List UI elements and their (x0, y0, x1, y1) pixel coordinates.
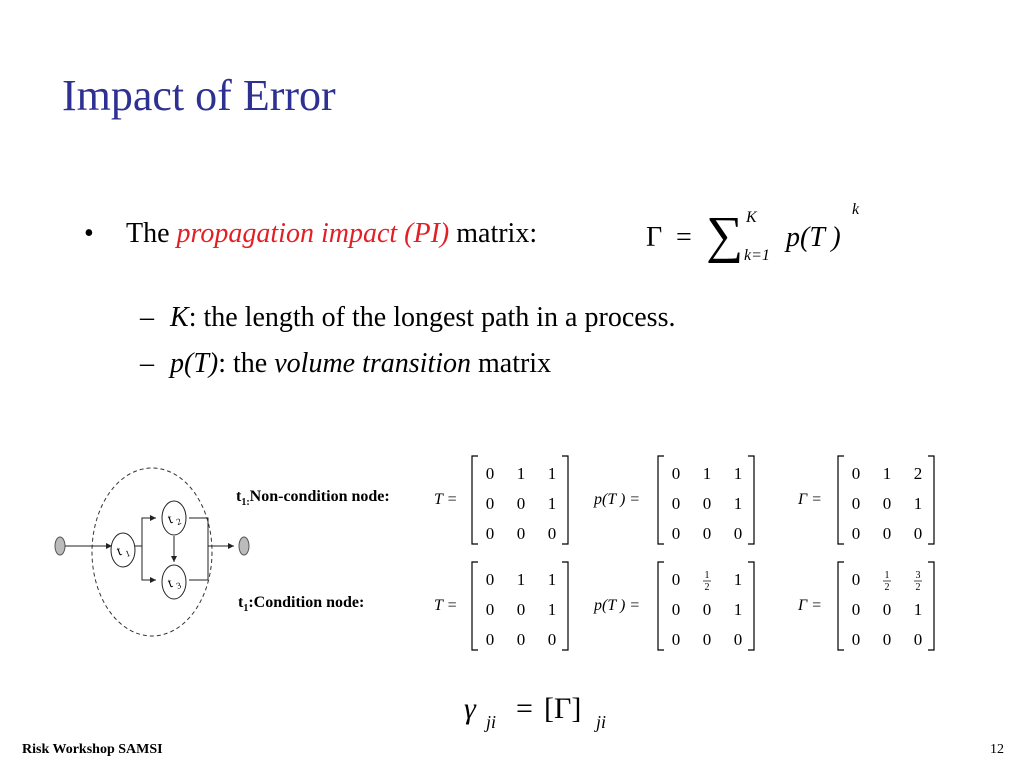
sum-lower: k=1 (744, 247, 770, 264)
matrix-cell (548, 524, 557, 543)
svg-text:0: 0 (485, 494, 495, 513)
matrix-cell (734, 570, 743, 589)
matrix-cell (734, 630, 743, 649)
matrix-cell (486, 494, 495, 513)
matrix-cell (883, 600, 892, 619)
gamma-eq: = (516, 692, 533, 725)
svg-text:1: 1 (704, 570, 710, 581)
formula-eq: = (676, 222, 692, 253)
svg-text:0: 0 (547, 630, 557, 649)
svg-text:1: 1 (547, 570, 557, 589)
sub-rest-a: : the (218, 348, 275, 379)
matrix-cell (486, 630, 495, 649)
svg-text:0: 0 (882, 630, 892, 649)
matrix-cell (914, 524, 923, 543)
svg-text:0: 0 (671, 464, 681, 483)
svg-text:0: 0 (851, 570, 861, 589)
bullet-suffix: matrix: (449, 218, 538, 249)
matrix-cell (517, 524, 526, 543)
svg-text:3: 3 (174, 580, 183, 592)
input-terminal (55, 537, 65, 555)
matrix-cell (883, 570, 891, 593)
matrix-cell (852, 570, 861, 589)
matrix-cell (852, 600, 861, 619)
svg-text:0: 0 (702, 524, 712, 543)
matrix-lhs: T = (434, 597, 458, 614)
svg-text:1: 1 (547, 494, 557, 513)
right-bracket (562, 562, 568, 650)
formula-power: k (852, 201, 860, 218)
sum-symbol: ∑ (706, 207, 744, 264)
matrix-cell (548, 570, 557, 589)
svg-text:0: 0 (671, 600, 681, 619)
matrix-cell (852, 524, 861, 543)
svg-text:1: 1 (884, 570, 890, 581)
condition-label: $t_1:Condition$ node: (238, 594, 365, 615)
svg-text:3: 3 (915, 570, 921, 581)
matrix-cell (672, 630, 681, 649)
matrix-condition-2 (796, 558, 944, 654)
matrix-cell (734, 464, 743, 483)
svg-text:t: t (165, 576, 175, 592)
svg-text:t: t (114, 544, 124, 560)
gamma-rhs: [Γ] (544, 692, 582, 725)
slide-number: 12 (990, 742, 1004, 757)
node-t3 (162, 565, 186, 599)
svg-text:0: 0 (485, 524, 495, 543)
svg-text:0: 0 (671, 570, 681, 589)
svg-text:0: 0 (671, 630, 681, 649)
svg-text:1: 1 (516, 570, 526, 589)
matrix-cell (703, 630, 712, 649)
matrix-cell (548, 630, 557, 649)
matrix-cell (672, 464, 681, 483)
matrix-cell (703, 600, 712, 619)
left-bracket (472, 456, 478, 544)
svg-text:0: 0 (516, 494, 526, 513)
matrix-cell (883, 630, 892, 649)
svg-text:1: 1 (547, 464, 557, 483)
gamma-symbol: γ (464, 692, 476, 725)
svg-text:0: 0 (671, 494, 681, 513)
svg-text:1: 1 (733, 464, 743, 483)
matrix-cell (672, 570, 681, 589)
process-boundary (92, 468, 212, 636)
footer-workshop: Risk Workshop SAMSI (22, 742, 163, 757)
matrix-cell (486, 570, 495, 589)
svg-text:1: 1 (733, 570, 743, 589)
svg-text:2: 2 (915, 582, 921, 593)
matrix-cell (703, 524, 712, 543)
matrix-condition-1 (592, 558, 764, 654)
svg-text:t: t (165, 512, 175, 528)
svg-text:1: 1 (913, 494, 923, 513)
svg-text:0: 0 (882, 494, 892, 513)
matrix-cell (672, 600, 681, 619)
bullet-marker: • (84, 218, 94, 249)
matrix-lhs: Γ = (798, 491, 822, 508)
left-bracket (838, 562, 844, 650)
formula-lhs: Γ (646, 222, 663, 253)
svg-text:2: 2 (884, 582, 890, 593)
matrix-condition-0 (432, 558, 578, 654)
svg-text:1: 1 (702, 464, 712, 483)
matrix-lhs: Γ = (798, 597, 822, 614)
svg-text:0: 0 (913, 524, 923, 543)
matrix-noncondition-2 (796, 452, 944, 548)
svg-text:1: 1 (733, 494, 743, 513)
matrix-cell (548, 494, 557, 513)
matrix-cell (852, 630, 861, 649)
svg-text:0: 0 (851, 494, 861, 513)
node-t1 (111, 533, 135, 567)
gamma-sub: ji (486, 712, 497, 732)
right-bracket (748, 456, 754, 544)
svg-text:0: 0 (702, 494, 712, 513)
svg-text:1: 1 (516, 464, 526, 483)
svg-text:0: 0 (516, 524, 526, 543)
right-bracket (928, 456, 934, 544)
matrix-cell (486, 524, 495, 543)
sub-term: p(T) (170, 348, 219, 379)
svg-text:0: 0 (516, 630, 526, 649)
matrix-cell (548, 464, 557, 483)
matrix-cell (703, 494, 712, 513)
svg-text:1: 1 (882, 464, 892, 483)
svg-text:0: 0 (851, 600, 861, 619)
svg-text:0: 0 (851, 524, 861, 543)
svg-text:0: 0 (485, 464, 495, 483)
non-condition-label: $t_{1:}Non$-condition node: (236, 488, 390, 509)
matrix-cell (734, 494, 743, 513)
matrix-cell (672, 524, 681, 543)
bullet-prefix: The (126, 218, 177, 249)
matrix-cell (703, 570, 711, 593)
svg-text:2: 2 (913, 464, 923, 483)
svg-text:0: 0 (671, 524, 681, 543)
sub-rest-b: matrix (471, 348, 552, 379)
output-terminal (239, 537, 249, 555)
svg-text:0: 0 (547, 524, 557, 543)
matrix-cell (734, 524, 743, 543)
svg-text:0: 0 (733, 630, 743, 649)
svg-text:0: 0 (882, 524, 892, 543)
matrix-lhs: T = (434, 491, 458, 508)
matrix-noncondition-1 (592, 452, 764, 548)
svg-text:0: 0 (851, 464, 861, 483)
matrix-cell (883, 524, 892, 543)
matrix-cell (734, 600, 743, 619)
process-diagram (48, 462, 253, 640)
gamma-ji-formula (462, 686, 622, 736)
svg-text:0: 0 (913, 630, 923, 649)
right-bracket (748, 562, 754, 650)
matrix-cell (517, 570, 526, 589)
sub-rest-em: volume transition (274, 348, 471, 379)
matrix-lhs: p(T ) = (594, 597, 641, 614)
gamma-rhs-sub: ji (596, 712, 607, 732)
bullet-text (126, 218, 537, 250)
svg-text:0: 0 (851, 630, 861, 649)
left-bracket (838, 456, 844, 544)
matrix-lhs: p(T ) = (594, 491, 641, 508)
svg-text:0: 0 (485, 600, 495, 619)
svg-text:0: 0 (485, 570, 495, 589)
sub-marker: – (140, 348, 154, 379)
svg-text:1: 1 (547, 600, 557, 619)
matrix-cell (883, 464, 892, 483)
matrix-cell (548, 600, 557, 619)
svg-text:2: 2 (704, 582, 710, 593)
svg-text:1: 1 (733, 600, 743, 619)
matrix-cell (703, 464, 712, 483)
right-bracket (928, 562, 934, 650)
matrix-cell (672, 494, 681, 513)
svg-text:1: 1 (913, 600, 923, 619)
matrix-cell (517, 630, 526, 649)
pi-formula (646, 200, 876, 270)
slide-title: Impact of Error (62, 71, 336, 120)
matrix-cell (914, 630, 923, 649)
matrix-cell (517, 464, 526, 483)
matrix-cell (914, 494, 923, 513)
svg-text:0: 0 (733, 524, 743, 543)
right-bracket (562, 456, 568, 544)
node-t2 (162, 501, 186, 535)
left-bracket (658, 456, 664, 544)
matrix-cell (517, 600, 526, 619)
sub-marker: – (140, 302, 154, 333)
left-bracket (658, 562, 664, 650)
sub-term: K (170, 302, 189, 333)
svg-text:2: 2 (174, 516, 183, 528)
matrix-cell (883, 494, 892, 513)
matrix-cell (914, 600, 923, 619)
sub-rest: : the length of the longest path in a process. (188, 302, 676, 333)
svg-text:0: 0 (702, 600, 712, 619)
bullet-emphasis: propagation impact (PI) (176, 218, 450, 249)
sum-upper: K (746, 209, 757, 226)
svg-text:0: 0 (516, 600, 526, 619)
matrix-cell (914, 570, 922, 593)
matrix-cell (486, 600, 495, 619)
matrix-cell (852, 494, 861, 513)
matrix-noncondition-0 (432, 452, 578, 548)
svg-text:1: 1 (123, 548, 132, 560)
formula-body: p(T ) (786, 222, 841, 253)
svg-text:0: 0 (882, 600, 892, 619)
matrix-cell (914, 464, 923, 483)
svg-text:0: 0 (702, 630, 712, 649)
left-bracket (472, 562, 478, 650)
matrix-cell (517, 494, 526, 513)
svg-text:0: 0 (485, 630, 495, 649)
matrix-cell (486, 464, 495, 483)
matrix-cell (852, 464, 861, 483)
